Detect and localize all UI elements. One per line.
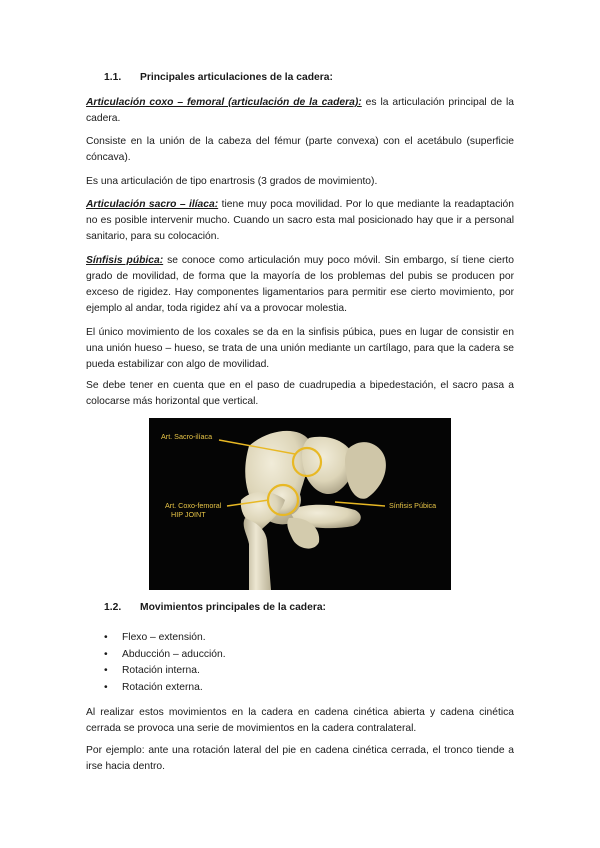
label-sinfisis: Sínfisis Púbica: [389, 501, 437, 510]
list-item-text: Rotación interna.: [122, 665, 200, 676]
paragraph-sinfisis: [86, 253, 514, 317]
paragraph-sacroiliaca: [86, 197, 514, 245]
list-item: [104, 663, 226, 680]
paragraph-coxofemoral: [86, 95, 514, 127]
section-number: 1.1.: [104, 72, 122, 83]
paragraph-consiste: Consiste en la unión de la cabeza del fémur (parte convexa) con el acetábulo (superficie cóncava).: [86, 136, 514, 163]
hip-anatomy-figure: [149, 418, 451, 590]
paragraph-enartrosis: Es una articulación de tipo enartrosis (3 grados de movimiento).: [86, 176, 378, 187]
paragraph-cadena-cinetica: Al realizar estos movimientos en la cadera en cadena cinética abierta y cadena cinética cerrada se provoca una serie de movimientos en la cadera contralateral.: [86, 707, 514, 734]
label-hip-joint: HIP JOINT: [171, 510, 206, 519]
bullet-icon: •: [104, 681, 108, 693]
bullet-icon: •: [104, 632, 108, 643]
paragraph-ejemplo: Por ejemplo: ante una rotación lateral del pie en cadena cinética cerrada, el tronco tiende a irse hacia dentro.: [86, 745, 514, 772]
section-title: Movimientos principales de la cadera:: [140, 602, 326, 613]
paragraph-text: es la articulación principal de la cadera.: [86, 97, 515, 124]
label-coxofemoral: Art. Coxo-femoral: [165, 501, 222, 510]
sinfisis-leader-line: [335, 502, 385, 506]
list-item-text: Rotación externa.: [122, 681, 203, 693]
bullet-icon: •: [104, 665, 108, 676]
section-heading-1-1: [104, 70, 333, 86]
list-item: [104, 680, 226, 697]
list-item-text: Flexo – extensión.: [122, 632, 206, 643]
paragraph-text: se conoce como articulación muy poco móvil. Sin embargo, sí tiene cierto grado de movilidad, de forma que la mayoría de los problemas del pubis se producen por exceso de rigidez. Hay componentes ligamentarios para permitir ese cierto movimiento, por ejemplo al andar, toda rigidez ahí va a provocar molestia.: [86, 255, 514, 314]
list-item-text: Abducción – aducción.: [122, 648, 226, 660]
movements-list: [104, 630, 226, 696]
section-heading-1-2: [104, 600, 326, 616]
list-item: [104, 630, 226, 647]
section-title: Principales articulaciones de la cadera:: [140, 72, 333, 83]
bullet-icon: •: [104, 648, 108, 660]
hip-bones-illustration: [149, 418, 451, 590]
paragraph-text: tiene muy poca movilidad. Por lo que mediante la readaptación no es posible intervenir mucho. Cuando un sacro esta mal posicionado hay que ir a personal sanitario, para su colocación.: [86, 199, 514, 242]
paragraph-cuadrupedia: Se debe tener en cuenta que en el paso de cuadrupedia a bipedestación, el sacro pasa a colocarse más horizontal que vertical.: [86, 380, 514, 407]
paragraph-coxales: El único movimiento de los coxales se da en la sinfisis púbica, pues en lugar de consistir en una unión hueso – hueso, se trata de una unión mediante un cartílago, para que la cadera se pueda estabilizar con algo de movilidad.: [86, 327, 514, 370]
femur-shaft: [244, 518, 271, 590]
label-sacroiliaca: Art. Sacro-ilíaca: [161, 432, 213, 441]
section-number: 1.2.: [104, 602, 122, 613]
list-item: [104, 647, 226, 664]
term-sacroiliaca: Articulación sacro – ilíaca:: [86, 199, 219, 210]
term-coxofemoral: Articulación coxo – femoral (articulación de la cadera):: [86, 97, 362, 108]
term-sinfisis: Sínfisis púbica:: [86, 255, 164, 266]
right-ilium-shape: [345, 442, 386, 499]
